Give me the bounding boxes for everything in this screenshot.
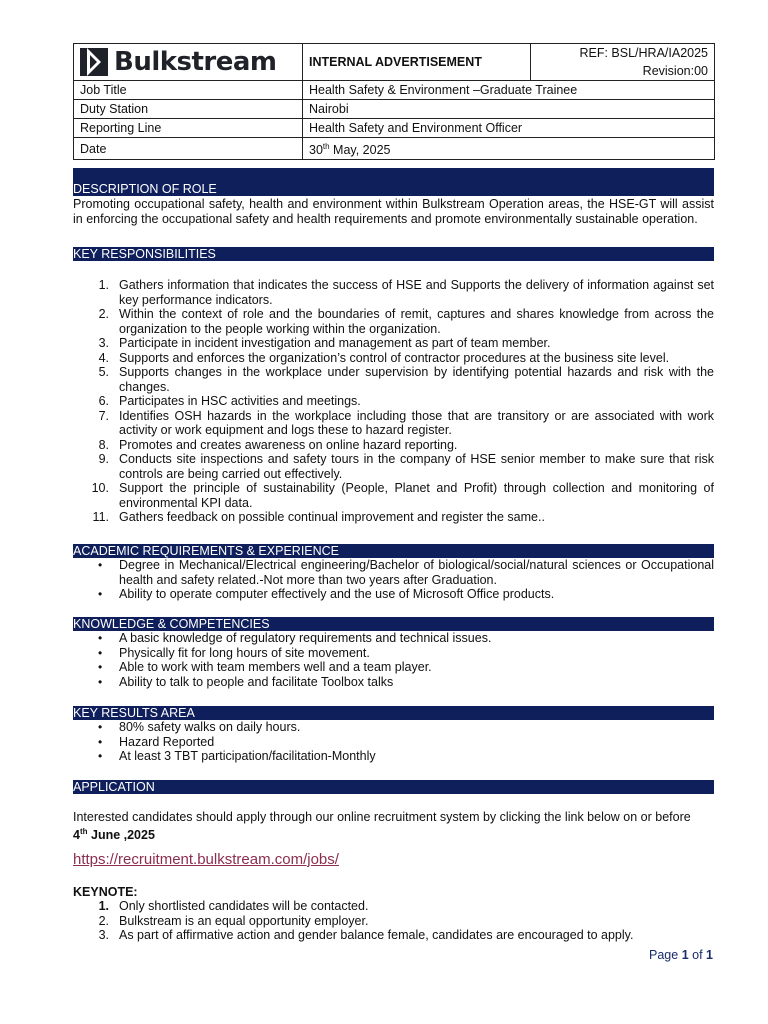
list-number: 1. — [98, 278, 109, 292]
page-total: 1 — [706, 948, 713, 962]
list-item — [73, 409, 714, 438]
list-number: 11. — [92, 510, 109, 524]
list-number: 7. — [98, 408, 109, 423]
list-number: 2. — [98, 913, 109, 928]
list-item — [73, 510, 714, 525]
list-item-text: Conducts site inspections and safety tours in the company of HSE senior member to make sure that risk controls are being carried out effectively. — [119, 452, 714, 481]
bullet-text: Ability to operate computer effectively and the use of Microsoft Office products. — [119, 587, 555, 601]
knowledge-list — [73, 631, 714, 689]
page-current: 1 — [681, 948, 689, 962]
list-item-text: Supports and enforces the organization’s control of contractor procedures at the business site level. — [119, 350, 670, 365]
description-heading: DESCRIPTION OF ROLE — [73, 182, 217, 196]
bullet-item — [73, 558, 714, 587]
header-table — [73, 43, 715, 160]
row-value: Health Safety & Environment –Graduate Trainee — [303, 81, 715, 100]
description-text: Promoting occupational safety, health and environment within Bulkstream Operation areas, the HSE-GT will assist in enforcing the occupational safety and health requirements and promote environmentally sustainable operation. — [73, 197, 714, 226]
academic-list — [73, 558, 714, 602]
bullet-text: Physically fit for long hours of site movement. — [119, 645, 370, 660]
responsibilities-list — [73, 278, 714, 525]
page-word: Page — [649, 948, 679, 962]
results-heading: KEY RESULTS AREA — [73, 706, 195, 720]
revision-number: Revision:00 — [642, 64, 708, 78]
application-instructions: Interested candidates should apply through our online recruitment system by clicking the link below on or before — [73, 810, 691, 824]
bullet-text: Degree in Mechanical/Electrical engineering/Bachelor of biological/social/natural sciences or Occupational health and safety related.-Not more than two years after Graduation. — [119, 558, 714, 587]
list-item-text: Within the context of role and the boundaries of remit, captures and shares knowledge from across the organization to the people working within the organization. — [119, 307, 714, 336]
academic-heading: ACADEMIC REQUIREMENTS & EXPERIENCE — [73, 544, 340, 558]
row-label: Duty Station — [74, 100, 303, 119]
bullet-icon: • — [98, 660, 103, 674]
bullet-item — [73, 720, 714, 735]
list-item — [73, 351, 714, 366]
recruitment-link[interactable]: https://recruitment.bulkstream.com/jobs/ — [73, 851, 339, 868]
bullet-item — [73, 660, 714, 675]
list-number: 3. — [98, 336, 109, 350]
application-heading: APPLICATION — [73, 780, 155, 794]
reference-cell — [531, 44, 715, 81]
application-text — [73, 810, 714, 842]
logo-text: Bulkstream — [114, 47, 277, 77]
reporting-line-row — [74, 119, 715, 138]
bullet-text: Hazard Reported — [119, 734, 215, 749]
page-of-word: of — [692, 948, 703, 962]
bullet-item — [73, 675, 714, 690]
page-number — [649, 948, 713, 962]
bullet-icon: • — [98, 674, 103, 689]
list-item — [73, 481, 714, 510]
keynote-list — [73, 899, 714, 943]
list-item — [73, 899, 714, 914]
list-item — [73, 307, 714, 336]
list-number: 5. — [98, 365, 109, 379]
list-number: 8. — [98, 437, 109, 452]
bulkstream-logo-icon — [78, 46, 110, 78]
list-item-text: Support the principle of sustainability (People, Planet and Profit) through collection and monitoring of environmental KPI data. — [119, 481, 714, 510]
bullet-text: At least 3 TBT participation/facilitation-Monthly — [119, 749, 376, 763]
bullet-icon: • — [98, 587, 103, 601]
bullet-text: Ability to talk to people and facilitate Toolbox talks — [119, 674, 394, 689]
list-item-text: Identifies OSH hazards in the workplace including those that are transitory or are associated with work activity or work equipment and logs these to hazard register. — [119, 408, 714, 437]
bullet-item — [73, 631, 714, 646]
knowledge-heading: KNOWLEDGE & COMPETENCIES — [73, 617, 270, 631]
list-item-text: Bulkstream is an equal opportunity employer. — [119, 913, 369, 928]
advertisement-title: INTERNAL ADVERTISEMENT — [303, 44, 531, 81]
bullet-item — [73, 587, 714, 602]
list-item — [73, 336, 714, 351]
date-row — [74, 138, 715, 160]
deadline-suffix: th — [79, 826, 88, 836]
bullet-icon: • — [98, 558, 103, 572]
list-item-text: Promotes and creates awareness on online hazard reporting. — [119, 437, 458, 452]
bullet-icon: • — [98, 631, 103, 645]
bullet-text: 80% safety walks on daily hours. — [119, 720, 301, 734]
list-number: 6. — [98, 394, 109, 408]
row-label: Reporting Line — [74, 119, 303, 138]
list-number: 3. — [98, 928, 109, 942]
reference-number: REF: BSL/HRA/IA2025 — [579, 46, 708, 60]
bullet-icon: • — [98, 749, 103, 763]
bullet-icon: • — [98, 734, 103, 749]
date-rest: May, 2025 — [329, 143, 391, 158]
job-title-row — [74, 81, 715, 100]
list-item — [73, 438, 714, 453]
list-item — [73, 452, 714, 481]
results-heading-bar — [73, 706, 714, 720]
list-item — [73, 394, 714, 409]
list-item — [73, 365, 714, 394]
list-item-text: As part of affirmative action and gender balance female, candidates are encouraged to apply. — [119, 928, 634, 942]
list-item — [73, 278, 714, 307]
results-list — [73, 720, 714, 764]
list-item-text: Gathers feedback on possible continual improvement and register the same.. — [119, 510, 545, 524]
list-number: 10. — [91, 481, 109, 495]
bullet-icon: • — [98, 645, 103, 660]
bullet-icon: • — [98, 720, 103, 734]
knowledge-heading-bar — [73, 617, 714, 631]
responsibilities-heading: KEY RESPONSIBILITIES — [73, 247, 216, 261]
logo-cell — [74, 44, 303, 81]
date-suffix: th — [322, 142, 330, 151]
list-number: 2. — [98, 307, 109, 321]
academic-heading-bar — [73, 544, 714, 558]
application-heading-bar — [73, 780, 714, 794]
bullet-text: Able to work with team members well and a team player. — [119, 660, 432, 674]
bullet-item — [73, 646, 714, 661]
row-value — [303, 138, 715, 160]
date-day: 30 — [309, 143, 323, 158]
keynote-heading: KEYNOTE: — [73, 885, 138, 899]
deadline-rest: June ,2025 — [87, 827, 155, 842]
duty-station-row — [74, 100, 715, 119]
deadline-day: 4 — [73, 827, 80, 842]
list-item — [73, 914, 714, 929]
list-item — [73, 928, 714, 943]
list-item-text: Only shortlisted candidates will be contacted. — [119, 899, 369, 913]
bullet-text: A basic knowledge of regulatory requirements and technical issues. — [119, 631, 492, 645]
row-label: Job Title — [74, 81, 303, 100]
application-deadline — [73, 828, 155, 842]
bullet-item — [73, 735, 714, 750]
list-number: 9. — [98, 452, 109, 466]
responsibilities-heading-bar — [73, 247, 714, 261]
description-heading-bar — [73, 168, 714, 196]
list-item-text: Supports changes in the workplace under supervision by identifying potential hazards and risk with the changes. — [119, 365, 714, 394]
bullet-item — [73, 749, 714, 764]
list-item-text: Participate in incident investigation and management as part of team member. — [119, 336, 551, 350]
list-item-text: Gathers information that indicates the success of HSE and Supports the delivery of information against set key performance indicators. — [119, 278, 714, 307]
row-label: Date — [74, 138, 303, 160]
row-value: Health Safety and Environment Officer — [303, 119, 715, 138]
list-number: 4. — [98, 350, 109, 365]
list-item-text: Participates in HSC activities and meetings. — [119, 394, 361, 408]
list-number: 1. — [98, 899, 109, 913]
company-logo — [78, 44, 298, 80]
row-value: Nairobi — [303, 100, 715, 119]
